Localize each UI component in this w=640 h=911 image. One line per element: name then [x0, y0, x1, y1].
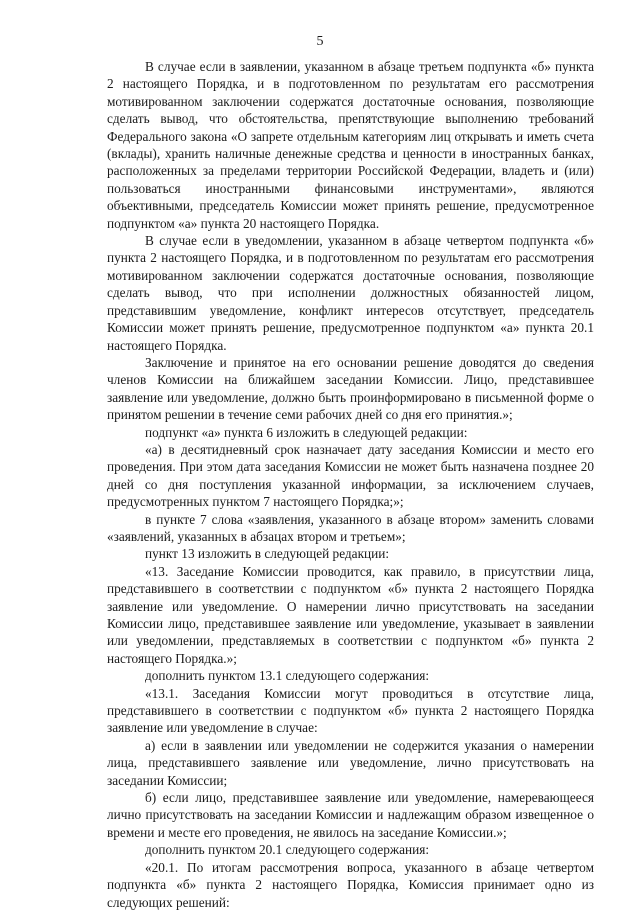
paragraph: В случае если в заявлении, указанном в абзаце третьем подпункта «б» пункта 2 настоящего Порядка, и в подготовленном по результатам его рассмотрения мотивированном заключении содержатся достаточные основания, позволяющие сделать вывод, что обстоятельства, препятствующие выполнению требований Федерального закона «О запрете отдельным категориям лиц открывать и иметь счета (вклады), хранить наличные денежные средства и ценности в иностранных банках, расположенных за пределами территории Российской Федерации, владеть и (или) пользоваться иностранными финансовыми инструментами», являются объективными, председатель Комиссии может принять решение, предусмотренное подпунктом «а» пункта 20 настоящего Порядка. — [107, 59, 594, 231]
paragraph: «13. Заседание Комиссии проводится, как правило, в присутствии лица, представившего в соответствии с подпунктом «б» пункта 2 настоящего Порядка заявление или уведомление. О намерении лично присутствовать на заседании Комиссии лицо, представившее заявление или уведомление, указывает в заявлении или уведомлении, представляемых в соответствии с подпунктом «б» пункта 2 настоящего Порядка.»; — [107, 563, 594, 666]
document-body — [107, 58, 594, 911]
paragraph: Заключение и принятое на его основании решение доводятся до сведения членов Комиссии на ближайшем заседании Комиссии. Лицо, представившее заявление или уведомление, должно быть проинформировано в письменной форме о принятом решении в течение семи рабочих дней со дня его принятия.»; — [107, 354, 594, 423]
paragraph: «а) в десятидневный срок назначает дату заседания Комиссии и место его проведения. При этом дата заседания Комиссии не может быть назначена позднее 20 дней со дня поступления указанной информации, за исключением случаев, предусмотренных пунктом 7 настоящего Порядка;»; — [107, 441, 594, 510]
paragraph: дополнить пунктом 13.1 следующего содержания: — [145, 668, 430, 684]
paragraph: «20.1. По итогам рассмотрения вопроса, указанного в абзаце четвертом подпункта «б» пункта 2 настоящего Порядка, Комиссия принимает одно из следующих решений: — [107, 859, 594, 910]
paragraph: б) если лицо, представившее заявление или уведомление, намеревающееся лично присутствовать на заседании Комиссии и надлежащим образом извещенное о времени и месте его проведения, не явилось на заседание Комиссии.»; — [107, 790, 594, 840]
paragraph: В случае если в уведомлении, указанном в абзаце четвертом подпункта «б» пункта 2 настоящего Порядка, и в подготовленном по результатам его рассмотрения мотивированном заключении содержатся достаточные основания, позволяющие сделать вывод, что при исполнении должностных обязанностей лицом, представившим уведомление, конфликт интересов отсутствует, председатель Комиссии может принять решение, предусмотренное подпунктом «а» пункта 20.1 настоящего Порядка. — [107, 233, 594, 353]
paragraph: пункт 13 изложить в следующей редакции: — [145, 546, 390, 562]
paragraph: в пункте 7 слова «заявления, указанного в абзаце втором» заменить словами «заявлений, указанных в абзацах втором и третьем»; — [107, 511, 594, 544]
page-number: 5 — [316, 34, 324, 49]
paragraph: а) если в заявлении или уведомлении не содержится указания о намерении лица, представившего заявление или уведомление, лично присутствовать на заседании Комиссии; — [107, 737, 594, 788]
paragraph: дополнить пунктом 20.1 следующего содержания: — [145, 842, 430, 858]
paragraph: «13.1. Заседания Комиссии могут проводиться в отсутствие лица, представившего в соответствии с подпунктом «б» пункта 2 настоящего Порядка заявление или уведомление в случае: — [107, 685, 594, 736]
paragraph: подпункт «а» пункта 6 изложить в следующей редакции: — [145, 424, 468, 440]
